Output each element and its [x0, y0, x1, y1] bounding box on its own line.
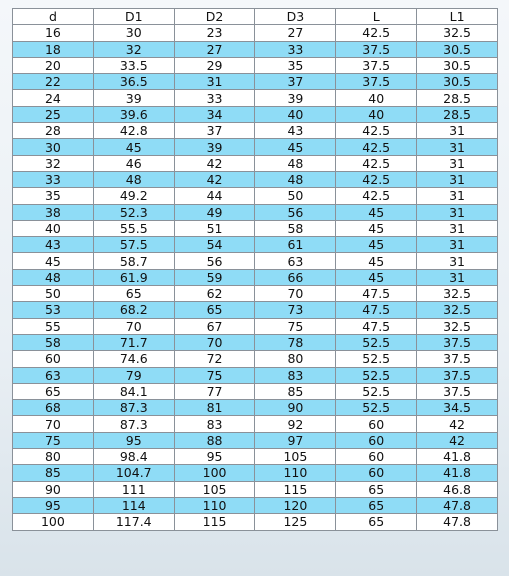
table-cell: 105 — [255, 449, 336, 465]
table-row — [13, 400, 498, 416]
table-cell: 39 — [174, 139, 255, 155]
table-cell: 79 — [93, 367, 174, 383]
column-header: L — [336, 9, 417, 25]
table-cell: 75 — [13, 432, 94, 448]
table-cell: 80 — [13, 449, 94, 465]
table-cell: 47.8 — [417, 497, 498, 513]
table-cell: 38 — [13, 204, 94, 220]
table-cell: 45 — [336, 237, 417, 253]
table-row — [13, 302, 498, 318]
table-cell: 84.1 — [93, 383, 174, 399]
table-cell: 37.5 — [336, 57, 417, 73]
table-cell: 97 — [255, 432, 336, 448]
table-row — [13, 139, 498, 155]
table-cell: 111 — [93, 481, 174, 497]
table-cell: 55 — [13, 318, 94, 334]
table-cell: 42 — [174, 155, 255, 171]
table-cell: 40 — [255, 106, 336, 122]
table-cell: 52.5 — [336, 400, 417, 416]
table-cell: 49 — [174, 204, 255, 220]
table-cell: 61 — [255, 237, 336, 253]
table-cell: 42 — [174, 171, 255, 187]
table-cell: 45 — [336, 220, 417, 236]
table-cell: 48 — [13, 269, 94, 285]
column-header: D2 — [174, 9, 255, 25]
table-cell: 62 — [174, 286, 255, 302]
table-cell: 88 — [174, 432, 255, 448]
table-cell: 31 — [417, 171, 498, 187]
table-cell: 48 — [93, 171, 174, 187]
table-cell: 41.8 — [417, 449, 498, 465]
table-cell: 81 — [174, 400, 255, 416]
table-cell: 27 — [174, 41, 255, 57]
table-cell: 65 — [174, 302, 255, 318]
table-cell: 45 — [336, 269, 417, 285]
table-cell: 60 — [336, 416, 417, 432]
table-cell: 54 — [174, 237, 255, 253]
table-cell: 87.3 — [93, 416, 174, 432]
table-cell: 50 — [13, 286, 94, 302]
table-cell: 110 — [255, 465, 336, 481]
table-cell: 56 — [255, 204, 336, 220]
table-cell: 67 — [174, 318, 255, 334]
table-cell: 40 — [13, 220, 94, 236]
table-cell: 60 — [336, 449, 417, 465]
table-cell: 42.8 — [93, 123, 174, 139]
table-row — [13, 383, 498, 399]
table-cell: 56 — [174, 253, 255, 269]
table-header — [13, 9, 498, 25]
table-cell: 31 — [417, 139, 498, 155]
table-row — [13, 57, 498, 73]
table-cell: 68.2 — [93, 302, 174, 318]
table-cell: 31 — [417, 123, 498, 139]
table-cell: 31 — [174, 74, 255, 90]
table-cell: 47.5 — [336, 318, 417, 334]
table-cell: 42.5 — [336, 139, 417, 155]
table-cell: 75 — [174, 367, 255, 383]
table-cell: 46 — [93, 155, 174, 171]
table-cell: 32 — [93, 41, 174, 57]
table-row — [13, 432, 498, 448]
table-cell: 32.5 — [417, 318, 498, 334]
table-cell: 90 — [13, 481, 94, 497]
table-row — [13, 74, 498, 90]
table-cell: 31 — [417, 253, 498, 269]
table-row — [13, 188, 498, 204]
table-row — [13, 237, 498, 253]
table-row — [13, 220, 498, 236]
table-cell: 95 — [174, 449, 255, 465]
column-header: L1 — [417, 9, 498, 25]
table-cell: 31 — [417, 237, 498, 253]
table-cell: 37.5 — [417, 383, 498, 399]
table-cell: 34 — [174, 106, 255, 122]
table-cell: 30.5 — [417, 57, 498, 73]
table-body — [13, 25, 498, 530]
table-cell: 33.5 — [93, 57, 174, 73]
table-row — [13, 123, 498, 139]
table-cell: 114 — [93, 497, 174, 513]
table-row — [13, 25, 498, 41]
table-cell: 55.5 — [93, 220, 174, 236]
table-cell: 65 — [336, 497, 417, 513]
table-cell: 37 — [255, 74, 336, 90]
table-cell: 70 — [13, 416, 94, 432]
table-cell: 120 — [255, 497, 336, 513]
table-cell: 52.5 — [336, 367, 417, 383]
table-row — [13, 171, 498, 187]
table-cell: 46.8 — [417, 481, 498, 497]
table-cell: 45 — [336, 204, 417, 220]
table-cell: 33 — [13, 171, 94, 187]
column-header: D1 — [93, 9, 174, 25]
table-cell: 34.5 — [417, 400, 498, 416]
table-cell: 44 — [174, 188, 255, 204]
table-cell: 70 — [255, 286, 336, 302]
table-cell: 39.6 — [93, 106, 174, 122]
table-cell: 37.5 — [336, 41, 417, 57]
table-cell: 37 — [174, 123, 255, 139]
table-cell: 92 — [255, 416, 336, 432]
table-cell: 100 — [13, 514, 94, 530]
table-cell: 52.3 — [93, 204, 174, 220]
table-row — [13, 367, 498, 383]
table-cell: 58 — [13, 334, 94, 350]
table-cell: 25 — [13, 106, 94, 122]
table-cell: 24 — [13, 90, 94, 106]
table-cell: 72 — [174, 351, 255, 367]
table-cell: 31 — [417, 188, 498, 204]
table-cell: 60 — [13, 351, 94, 367]
dimension-table — [12, 8, 498, 531]
table-row — [13, 318, 498, 334]
table-cell: 110 — [174, 497, 255, 513]
table-cell: 48 — [255, 155, 336, 171]
table-cell: 57.5 — [93, 237, 174, 253]
table-cell: 87.3 — [93, 400, 174, 416]
table-cell: 31 — [417, 269, 498, 285]
table-cell: 39 — [93, 90, 174, 106]
table-cell: 40 — [336, 106, 417, 122]
table-cell: 37.5 — [417, 351, 498, 367]
table-cell: 52.5 — [336, 383, 417, 399]
table-row — [13, 90, 498, 106]
table-cell: 68 — [13, 400, 94, 416]
table-cell: 78 — [255, 334, 336, 350]
table-cell: 16 — [13, 25, 94, 41]
table-cell: 98.4 — [93, 449, 174, 465]
table-cell: 61.9 — [93, 269, 174, 285]
table-cell: 35 — [255, 57, 336, 73]
table-row — [13, 253, 498, 269]
table-cell: 65 — [336, 514, 417, 530]
table-cell: 75 — [255, 318, 336, 334]
table-cell: 58.7 — [93, 253, 174, 269]
table-row — [13, 416, 498, 432]
table-row — [13, 497, 498, 513]
table-cell: 23 — [174, 25, 255, 41]
table-row — [13, 269, 498, 285]
table-cell: 42 — [417, 416, 498, 432]
table-row — [13, 351, 498, 367]
table-cell: 18 — [13, 41, 94, 57]
table-cell: 35 — [13, 188, 94, 204]
column-header: D3 — [255, 9, 336, 25]
table-cell: 85 — [13, 465, 94, 481]
table-cell: 58 — [255, 220, 336, 236]
table-cell: 32.5 — [417, 286, 498, 302]
table-cell: 42.5 — [336, 25, 417, 41]
table-cell: 30 — [13, 139, 94, 155]
table-cell: 50 — [255, 188, 336, 204]
table-cell: 28.5 — [417, 90, 498, 106]
table-cell: 73 — [255, 302, 336, 318]
table-cell: 37.5 — [336, 74, 417, 90]
table-cell: 48 — [255, 171, 336, 187]
table-cell: 90 — [255, 400, 336, 416]
column-header: d — [13, 9, 94, 25]
table-cell: 53 — [13, 302, 94, 318]
table-cell: 37.5 — [417, 367, 498, 383]
header-row — [13, 9, 498, 25]
table-cell: 30.5 — [417, 41, 498, 57]
table-cell: 32.5 — [417, 302, 498, 318]
table-cell: 85 — [255, 383, 336, 399]
table-cell: 22 — [13, 74, 94, 90]
table-cell: 95 — [93, 432, 174, 448]
table-cell: 27 — [255, 25, 336, 41]
table-cell: 41.8 — [417, 465, 498, 481]
table-cell: 31 — [417, 204, 498, 220]
table-cell: 63 — [255, 253, 336, 269]
table-cell: 47.5 — [336, 286, 417, 302]
table-cell: 83 — [174, 416, 255, 432]
table-row — [13, 334, 498, 350]
table-cell: 42.5 — [336, 171, 417, 187]
table-cell: 42.5 — [336, 123, 417, 139]
table-cell: 31 — [417, 220, 498, 236]
table-cell: 65 — [336, 481, 417, 497]
table-cell: 43 — [255, 123, 336, 139]
table-cell: 43 — [13, 237, 94, 253]
table-cell: 115 — [255, 481, 336, 497]
table-cell: 65 — [13, 383, 94, 399]
table-cell: 28 — [13, 123, 94, 139]
table-cell: 31 — [417, 155, 498, 171]
table-cell: 115 — [174, 514, 255, 530]
table-cell: 47.5 — [336, 302, 417, 318]
table-cell: 47.8 — [417, 514, 498, 530]
table-cell: 45 — [336, 253, 417, 269]
table-cell: 59 — [174, 269, 255, 285]
table-cell: 74.6 — [93, 351, 174, 367]
table-row — [13, 155, 498, 171]
table-cell: 37.5 — [417, 334, 498, 350]
table-cell: 125 — [255, 514, 336, 530]
table-cell: 36.5 — [93, 74, 174, 90]
table-cell: 104.7 — [93, 465, 174, 481]
table-cell: 33 — [255, 41, 336, 57]
table-cell: 70 — [93, 318, 174, 334]
table-cell: 33 — [174, 90, 255, 106]
table-cell: 51 — [174, 220, 255, 236]
table-cell: 45 — [13, 253, 94, 269]
table-cell: 52.5 — [336, 351, 417, 367]
table-row — [13, 481, 498, 497]
table-cell: 42 — [417, 432, 498, 448]
table-cell: 71.7 — [93, 334, 174, 350]
table-cell: 60 — [336, 432, 417, 448]
table-cell: 32.5 — [417, 25, 498, 41]
table-cell: 39 — [255, 90, 336, 106]
table-cell: 60 — [336, 465, 417, 481]
table-cell: 117.4 — [93, 514, 174, 530]
table-cell: 42.5 — [336, 188, 417, 204]
table-cell: 20 — [13, 57, 94, 73]
table-cell: 105 — [174, 481, 255, 497]
table-cell: 63 — [13, 367, 94, 383]
table-row — [13, 286, 498, 302]
table-row — [13, 449, 498, 465]
table-cell: 45 — [255, 139, 336, 155]
table-cell: 28.5 — [417, 106, 498, 122]
table-row — [13, 204, 498, 220]
table-row — [13, 41, 498, 57]
table-cell: 70 — [174, 334, 255, 350]
table-row — [13, 106, 498, 122]
table-cell: 29 — [174, 57, 255, 73]
table-cell: 40 — [336, 90, 417, 106]
table-cell: 30.5 — [417, 74, 498, 90]
table-cell: 83 — [255, 367, 336, 383]
table-row — [13, 514, 498, 530]
table-cell: 52.5 — [336, 334, 417, 350]
table-cell: 45 — [93, 139, 174, 155]
table-cell: 100 — [174, 465, 255, 481]
table-cell: 66 — [255, 269, 336, 285]
table-cell: 30 — [93, 25, 174, 41]
table-row — [13, 465, 498, 481]
table-cell: 32 — [13, 155, 94, 171]
table-cell: 65 — [93, 286, 174, 302]
table-cell: 42.5 — [336, 155, 417, 171]
table-cell: 77 — [174, 383, 255, 399]
table-cell: 49.2 — [93, 188, 174, 204]
table-cell: 80 — [255, 351, 336, 367]
table-cell: 95 — [13, 497, 94, 513]
